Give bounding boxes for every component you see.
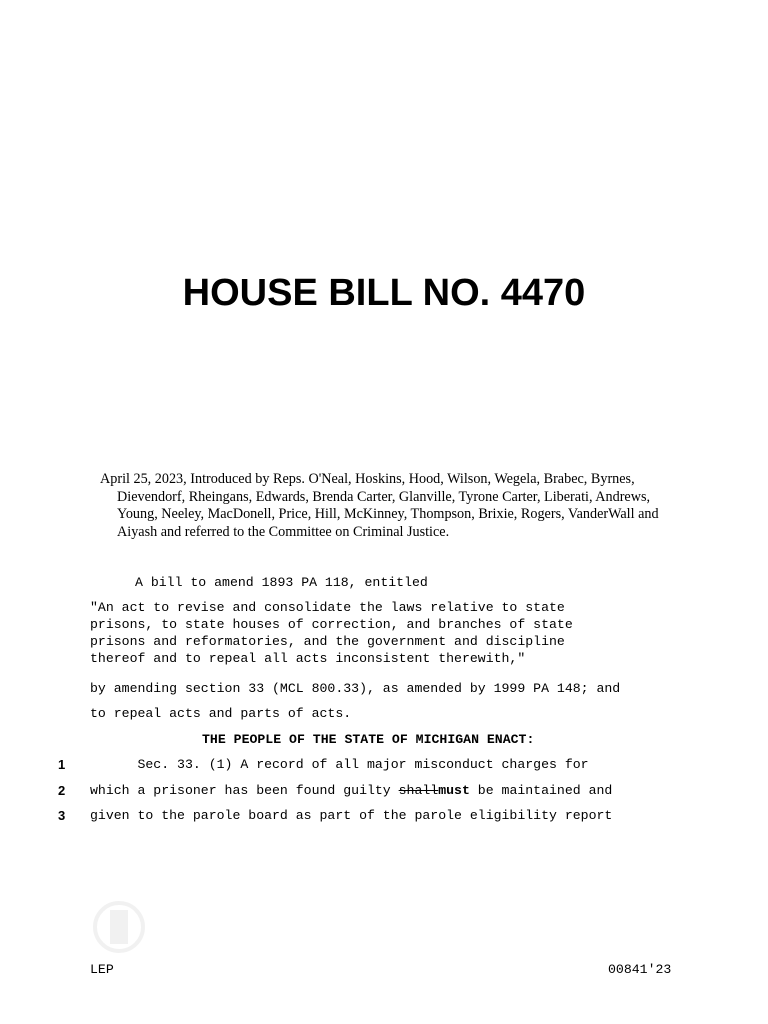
amending-line-1: by amending section 33 (MCL 800.33), as amended by 1999 PA 148; and — [90, 681, 621, 696]
act-quote-line: "An act to revise and consolidate the laws relative to state — [90, 600, 565, 615]
text-segment: which a prisoner has been found guilty — [90, 783, 399, 798]
introduction-paragraph: April 25, 2023, Introduced by Reps. O'Neal, Hoskins, Hood, Wilson, Wegela, Brabec, Byrnes, Dievendorf, Rheingans, Edwards, Brenda Carter, Glanville, Tyrone Carter, Liberati, Andrews, Young, Neeley, MacDonell, Price, Hill, McKinney, Thompson, Brixie, Rogers, VanderWall and Aiyash and referred to the Committee on Criminal Justice. — [100, 471, 659, 540]
faint-seal-icon — [92, 898, 146, 956]
amending-line-2: to repeal acts and parts of acts. — [90, 706, 352, 721]
bill-text-line: Sec. 33. (1) A record of all major misconduct charges for — [90, 757, 589, 772]
amend-line: A bill to amend 1893 PA 118, entitled — [135, 575, 428, 590]
act-quote-line: thereof and to repeal all acts inconsistent therewith," — [90, 651, 526, 666]
struck-text: shall — [398, 783, 439, 798]
line-number: 3 — [58, 808, 66, 823]
bill-title: HOUSE BILL NO. 4470 — [182, 272, 586, 314]
inserted-text: must — [438, 783, 470, 798]
bill-text-line: given to the parole board as part of the parole eligibility report — [90, 808, 613, 823]
act-quote-line: prisons and reformatories, and the government and discipline — [90, 634, 565, 649]
footer-drafter-code: LEP — [90, 962, 114, 977]
line-number: 2 — [58, 783, 66, 798]
bill-text-line — [90, 783, 612, 798]
text-segment: be maintained and — [469, 783, 613, 798]
footer-document-number: 00841'23 — [608, 962, 672, 977]
line-number: 1 — [58, 757, 66, 772]
act-quote-line: prisons, to state houses of correction, and branches of state — [90, 617, 573, 632]
enacting-clause: THE PEOPLE OF THE STATE OF MICHIGAN ENACT: — [202, 732, 535, 747]
